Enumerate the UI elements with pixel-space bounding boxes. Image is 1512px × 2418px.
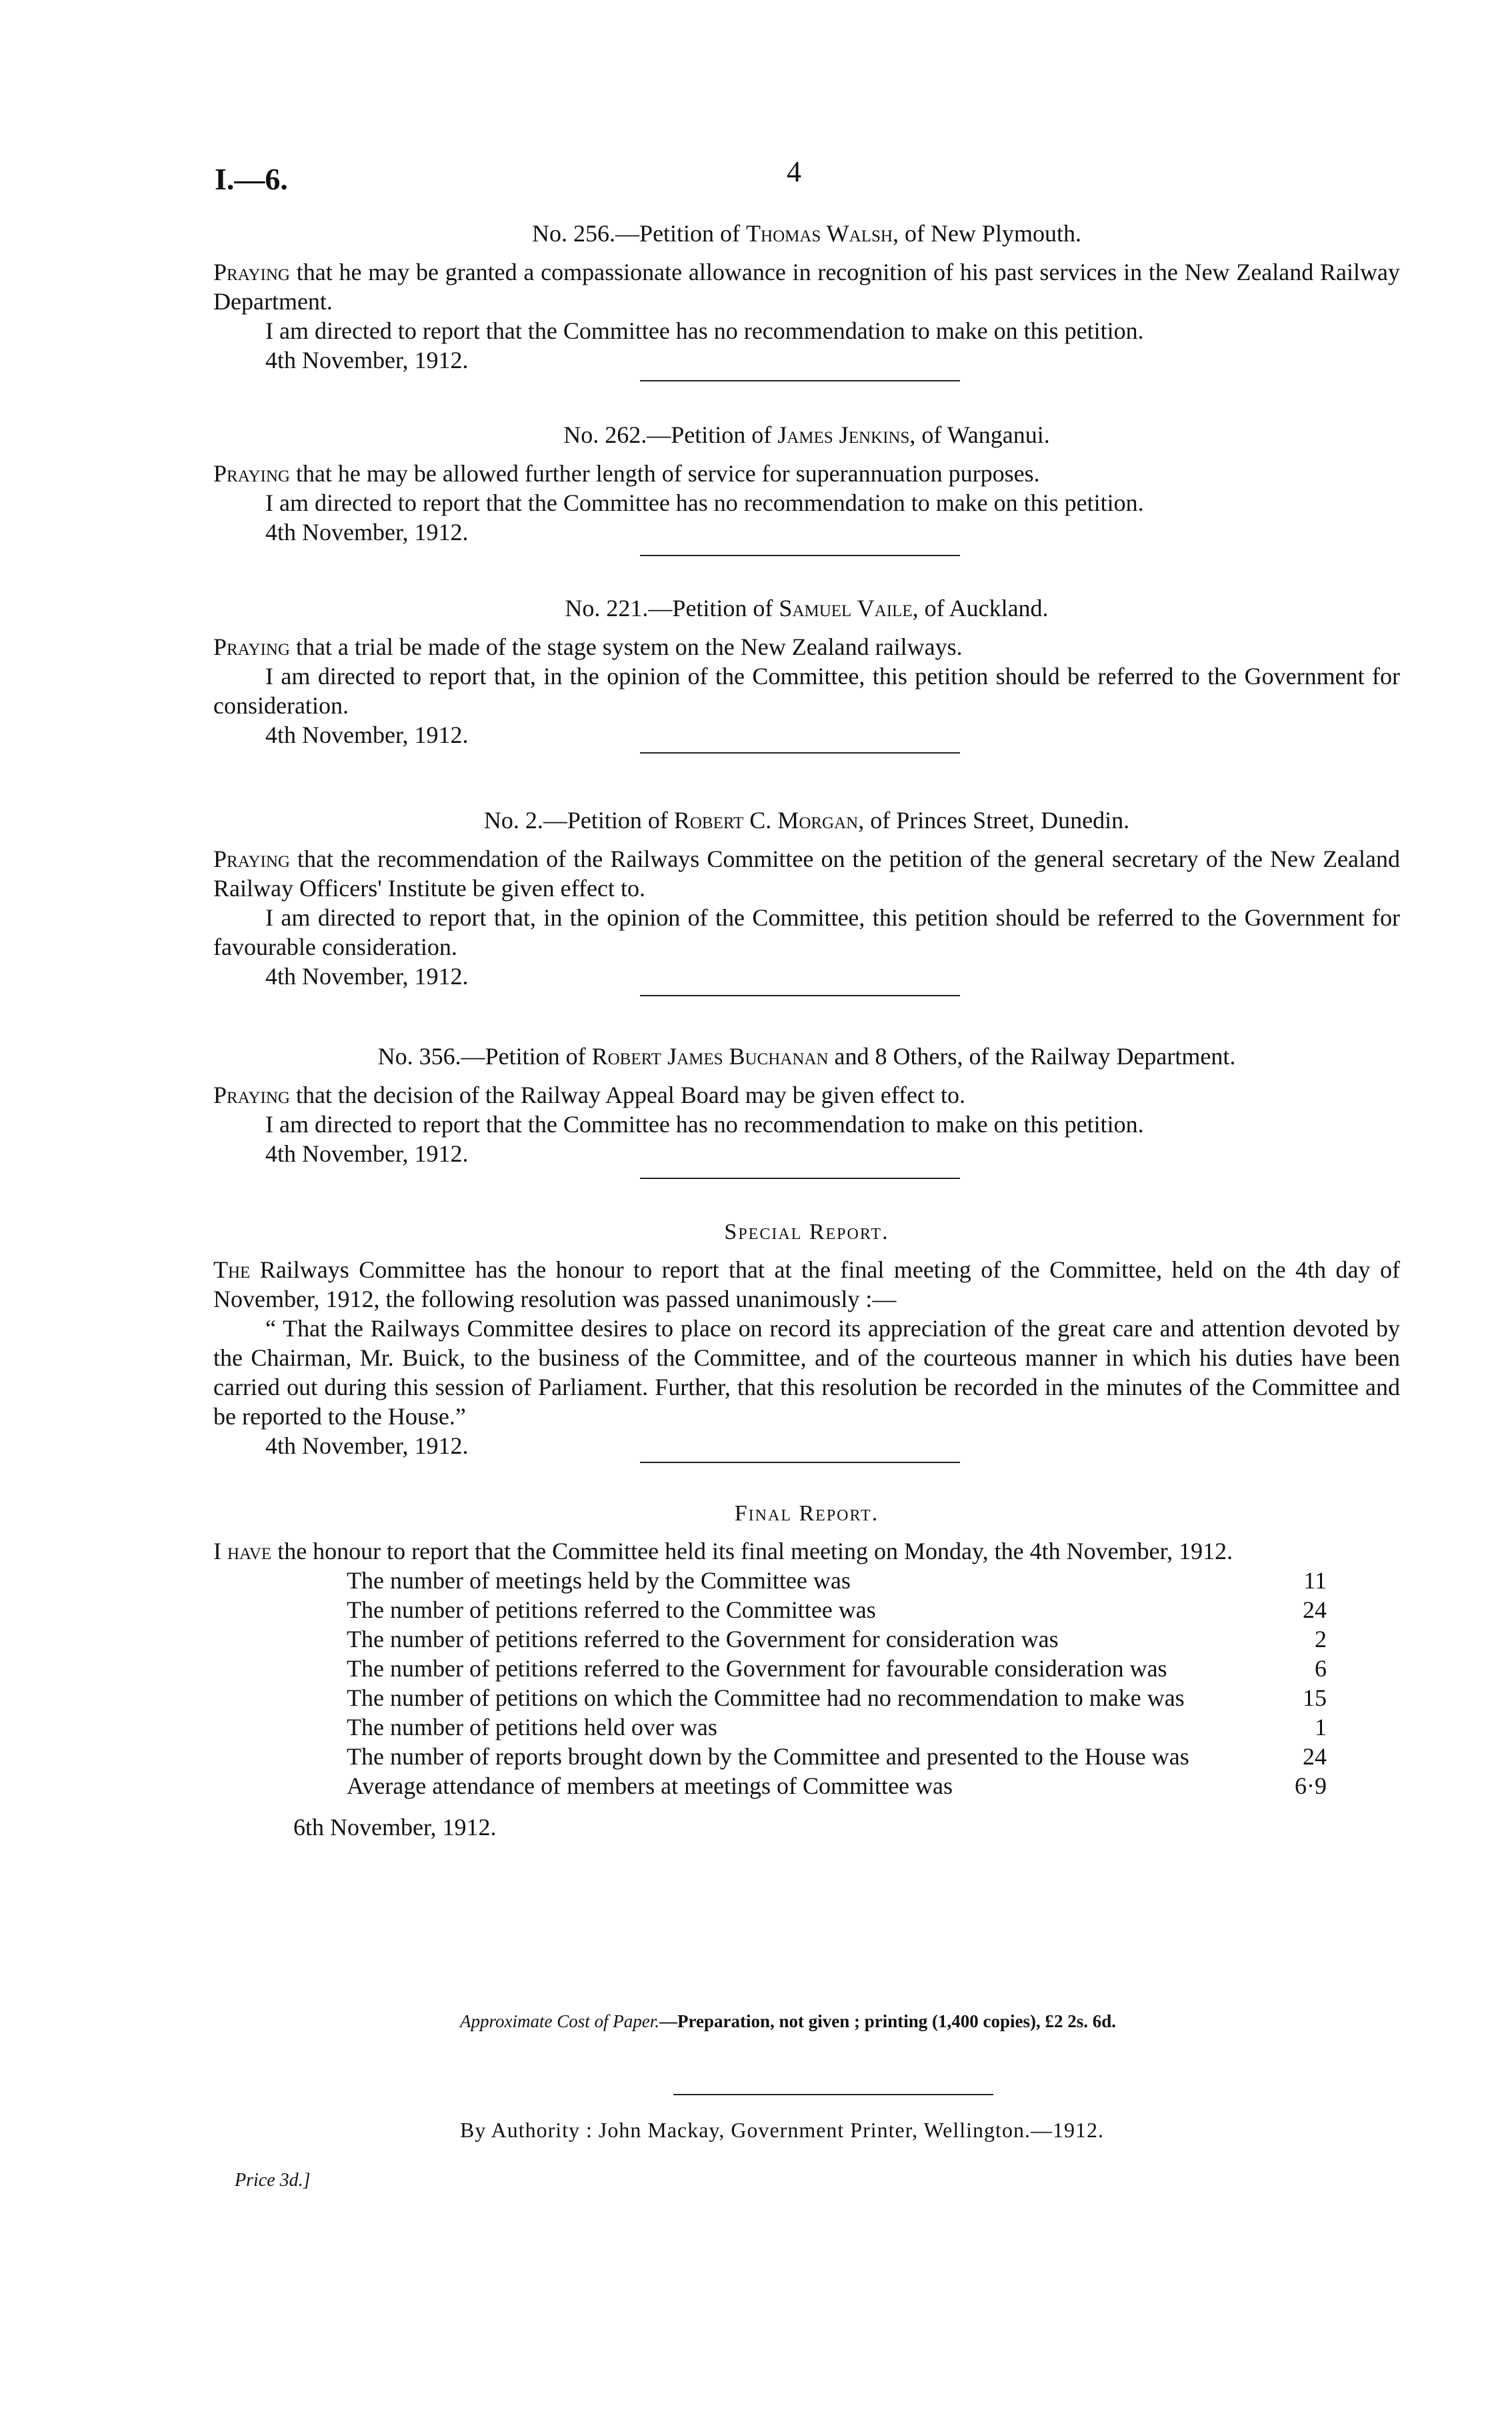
section-divider (640, 995, 960, 996)
stat-row: The number of reports brought down by the Committee and presented to the House was 24 (347, 1743, 1327, 1770)
petition-title: No. 221.—Petition of Samuel Vaile, of Auckland. (565, 595, 1049, 622)
petition-title: No. 262.—Petition of James Jenkins, of Wanganui. (563, 421, 1050, 448)
report-date: 4th November, 1912. (265, 963, 469, 990)
petition-2 (213, 806, 1400, 991)
footer-divider (673, 2094, 993, 2095)
special-report (213, 1218, 1400, 1460)
stat-row: Average attendance of members at meetings of Committee was 6·9 (347, 1772, 1327, 1799)
final-report-intro: I have the honour to report that the Committee held its final meeting on Monday, the 4th November, 1912. (213, 1538, 1233, 1564)
praying-text: Praying that he may be allowed further length of service for superannuation purposes. (213, 460, 1040, 487)
petitioner-name: Samuel Vaile (779, 595, 913, 622)
praying-text: Praying that he may be granted a compassionate allowance in recognition of his past services in the New Zealand Railway Department. (213, 259, 1400, 315)
stat-row: The number of petitions referred to the Government for consideration was 2 (347, 1626, 1327, 1652)
petition-title: No. 2.—Petition of Robert C. Morgan, of Princes Street, Dunedin. (483, 807, 1130, 834)
section-divider (640, 555, 960, 556)
page-number: 4 (787, 155, 801, 188)
section-divider (640, 380, 960, 381)
petition-256 (213, 219, 1400, 375)
committee-report: I am directed to report that, in the opinion of the Committee, this petition should be referred to the Government for consideration. (213, 663, 1400, 719)
petitioner-name: James Jenkins (777, 421, 910, 448)
report-date: 4th November, 1912. (265, 1432, 469, 1459)
report-date: 4th November, 1912. (265, 347, 469, 373)
final-report-title: Final Report. (734, 1501, 879, 1526)
stat-row: The number of petitions on which the Committee had no recommendation to make was 15 (347, 1684, 1327, 1711)
report-date: 4th November, 1912. (265, 519, 469, 545)
petition-356 (213, 1042, 1400, 1168)
committee-report: I am directed to report that the Committee has no recommendation to make on this petition. (265, 317, 1144, 344)
cost-of-paper: Approximate Cost of Paper.—Preparation, not given ; printing (1,400 copies), £2 2s. 6d. (460, 2011, 1116, 2031)
stat-row: The number of petitions referred to the Government for favourable consideration was 6 (347, 1655, 1327, 1682)
printer-authority: By Authority : John Mackay, Government Printer, Wellington.—1912. (460, 2118, 1104, 2142)
stat-row: The number of meetings held by the Committee was 11 (347, 1567, 1327, 1594)
section-divider (640, 1178, 960, 1179)
paper-reference: I.—6. (215, 162, 288, 196)
section-divider (640, 752, 960, 754)
report-date: 4th November, 1912. (265, 722, 469, 748)
stat-row: The number of petitions held over was 1 (347, 1714, 1327, 1740)
resolution-text: “ That the Railways Committee desires to place on record its appreciation of the great care and attention devoted by the Chairman, Mr. Buick, to the business of the Committee, and of the courteous manner in which his duties have been carried out during this session of Parliament. Further, that this resolution be recorded in the minutes of the Committee and be reported to the House.” (213, 1315, 1400, 1430)
committee-report: I am directed to report that the Committee has no recommendation to make on this petition. (265, 489, 1144, 516)
special-report-intro: The Railways Committee has the honour to report that at the final meeting of the Committee, held on the 4th day of November, 1912, the following resolution was passed unanimously :— (213, 1256, 1400, 1312)
petitioner-name: Robert James Buchanan (591, 1043, 829, 1070)
stat-row: The number of petitions referred to the Committee was 24 (347, 1596, 1327, 1623)
petition-title: No. 256.—Petition of Thomas Walsh, of New Plymouth. (532, 220, 1081, 247)
price: Price 3d.] (235, 2170, 311, 2191)
praying-text: Praying that the recommendation of the Railways Committee on the petition of the general secretary of the New Zealand Railway Officers' Institute be given effect to. (213, 846, 1400, 902)
final-report (213, 1499, 1400, 1842)
petition-221 (213, 593, 1400, 750)
report-date: 4th November, 1912. (265, 1140, 469, 1167)
statistics-table (347, 1566, 1327, 1800)
section-divider (640, 1462, 960, 1463)
committee-report: I am directed to report that the Committee has no recommendation to make on this petition. (265, 1111, 1144, 1138)
committee-report: I am directed to report that, in the opinion of the Committee, this petition should be referred to the Government for favourable consideration. (213, 904, 1400, 960)
petitioner-name: Robert C. Morgan (673, 807, 859, 834)
petition-title: No. 356.—Petition of Robert James Buchanan and 8 Others, of the Railway Department. (377, 1043, 1236, 1070)
report-date: 6th November, 1912. (293, 1814, 497, 1841)
petitioner-name: Thomas Walsh (746, 220, 893, 247)
praying-text: Praying that a trial be made of the stage system on the New Zealand railways. (213, 634, 963, 660)
petition-262 (213, 420, 1400, 547)
praying-text: Praying that the decision of the Railway Appeal Board may be given effect to. (213, 1082, 965, 1108)
special-report-title: Special Report. (724, 1220, 889, 1244)
